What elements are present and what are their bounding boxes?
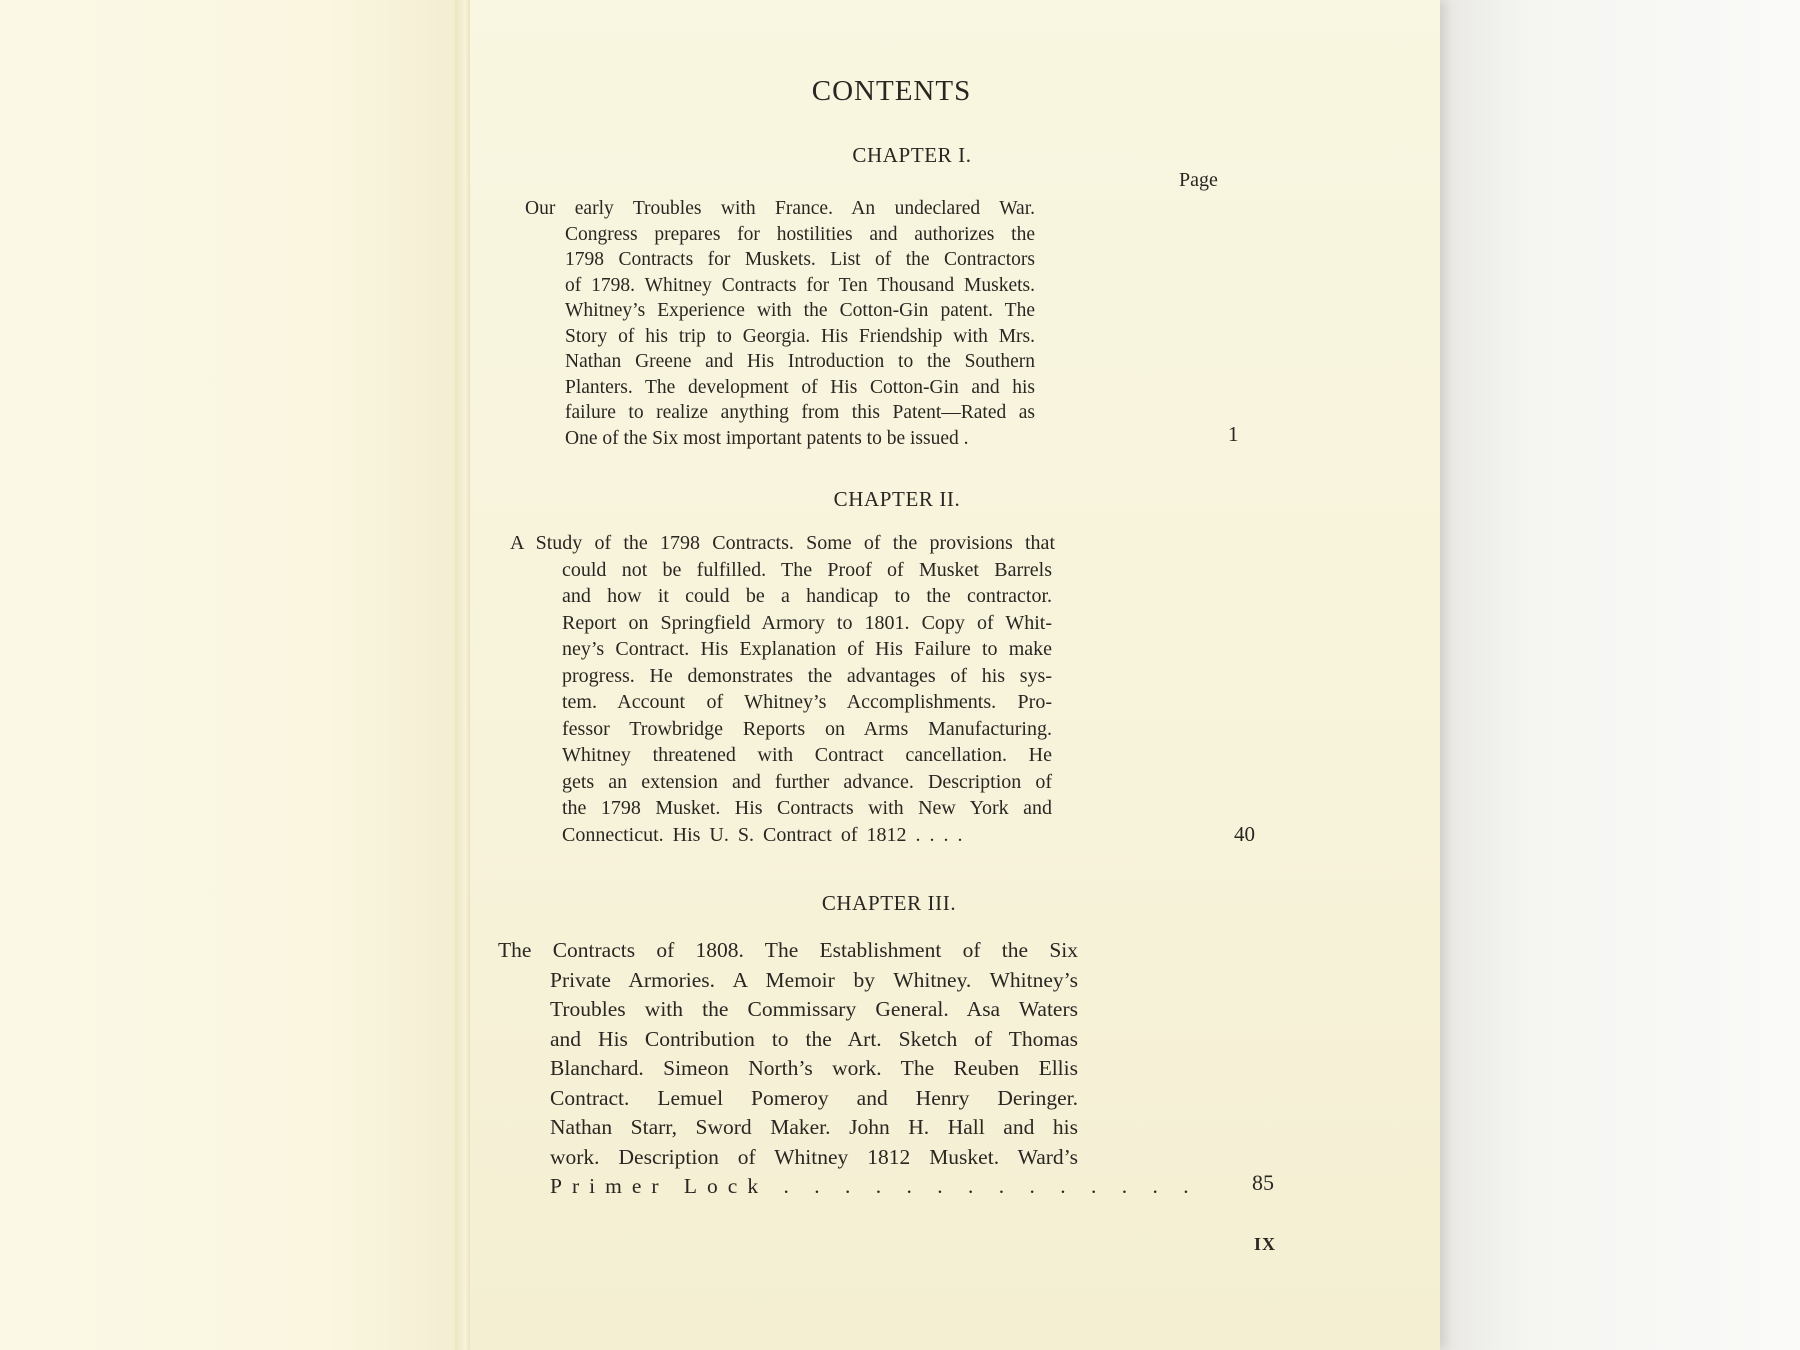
page-column-label: Page — [1179, 169, 1218, 191]
page-folio: IX — [1254, 1234, 1277, 1254]
chapter-1-line: Planters. The development of His Cotton-Gin and his — [565, 376, 1035, 398]
chapter-2-line: and how it could be a handicap to the contractor. — [562, 585, 1052, 607]
chapter-2-line: Whitney threatened with Contract cancellation. He — [562, 744, 1052, 766]
chapter-3-line: work. Description of Whitney 1812 Musket. Ward’s — [550, 1144, 1078, 1169]
chapter-1-summary — [525, 196, 1035, 451]
chapter-2-line: gets an extension and further advance. Description of — [562, 770, 1052, 793]
contents-page — [470, 0, 1440, 1350]
chapter-1-line: Congress prepares for hostilities and authorizes the — [565, 223, 1035, 245]
chapter-2-title: CHAPTER II. — [833, 487, 961, 511]
chapter-3-line: The Contracts of 1808. The Establishment of the Six — [498, 938, 1078, 962]
chapter-2-line: the 1798 Musket. His Contracts with New York and — [562, 797, 1052, 819]
chapter-3-line: and His Contribution to the Art. Sketch of Thomas — [550, 1026, 1078, 1051]
chapter-1-line: Story of his trip to Georgia. His Friendship with Mrs. — [565, 325, 1035, 347]
chapter-1-line: Whitney’s Experience with the Cotton-Gin patent. The — [565, 300, 1035, 321]
chapter-3-line: Blanchard. Simeon North’s work. The Reuben Ellis — [550, 1056, 1078, 1080]
contents-heading: CONTENTS — [811, 75, 972, 107]
chapter-2-summary — [510, 530, 1055, 848]
chapter-1-line: Nathan Greene and His Introduction to the Southern — [565, 351, 1035, 372]
chapter-1-line: of 1798. Whitney Contracts for Ten Thousand Muskets. — [565, 274, 1035, 296]
chapter-2-line: could not be fulfilled. The Proof of Musket Barrels — [562, 558, 1052, 581]
table-surface — [1440, 0, 1800, 1350]
chapter-2-page-number: 40 — [1234, 822, 1255, 846]
chapter-2-line: tem. Account of Whitney’s Accomplishments. Pro- — [562, 691, 1052, 713]
chapter-3-line: Contract. Lemuel Pomeroy and Henry Deringer. — [550, 1085, 1078, 1110]
chapter-2-line: A Study of the 1798 Contracts. Some of the provisions that — [510, 532, 1055, 554]
chapter-2-line: Report on Springfield Armory to 1801. Copy of Whit- — [562, 611, 1052, 634]
chapter-1-line: failure to realize anything from this Patent—Rated as — [565, 402, 1035, 423]
chapter-1-line: One of the Six most important patents to be issued . — [565, 427, 969, 449]
chapter-3-line: Private Armories. A Memoir by Whitney. Whitney’s — [550, 967, 1078, 992]
chapter-2-line: progress. He demonstrates the advantages of his sys- — [562, 664, 1052, 687]
chapter-3-line: Nathan Starr, Sword Maker. John H. Hall and his — [550, 1115, 1078, 1139]
chapter-2-line: fessor Trowbridge Reports on Arms Manufacturing. — [562, 717, 1052, 740]
chapter-1-title: CHAPTER I. — [852, 143, 972, 167]
chapter-3-title: CHAPTER III. — [821, 891, 957, 915]
chapter-1-line: 1798 Contracts for Muskets. List of the Contractors — [565, 249, 1035, 270]
chapter-3-line: Primer Lock . . . . . . . . . . . . . . — [550, 1174, 1199, 1198]
chapter-1-line: Our early Troubles with France. An undeclared War. — [525, 198, 1035, 219]
chapter-2-line: Connecticut. His U. S. Contract of 1812 . . . . — [562, 823, 963, 846]
chapter-3-page-number: 85 — [1252, 1170, 1274, 1195]
chapter-3-summary — [498, 936, 1199, 1202]
page-content — [470, 0, 1440, 1350]
left-blank-page — [0, 0, 460, 1350]
chapter-1-page-number: 1 — [1228, 422, 1239, 446]
chapter-2-line: ney’s Contract. His Explanation of His Failure to make — [562, 638, 1052, 660]
chapter-3-line: Troubles with the Commissary General. Asa Waters — [550, 997, 1078, 1021]
